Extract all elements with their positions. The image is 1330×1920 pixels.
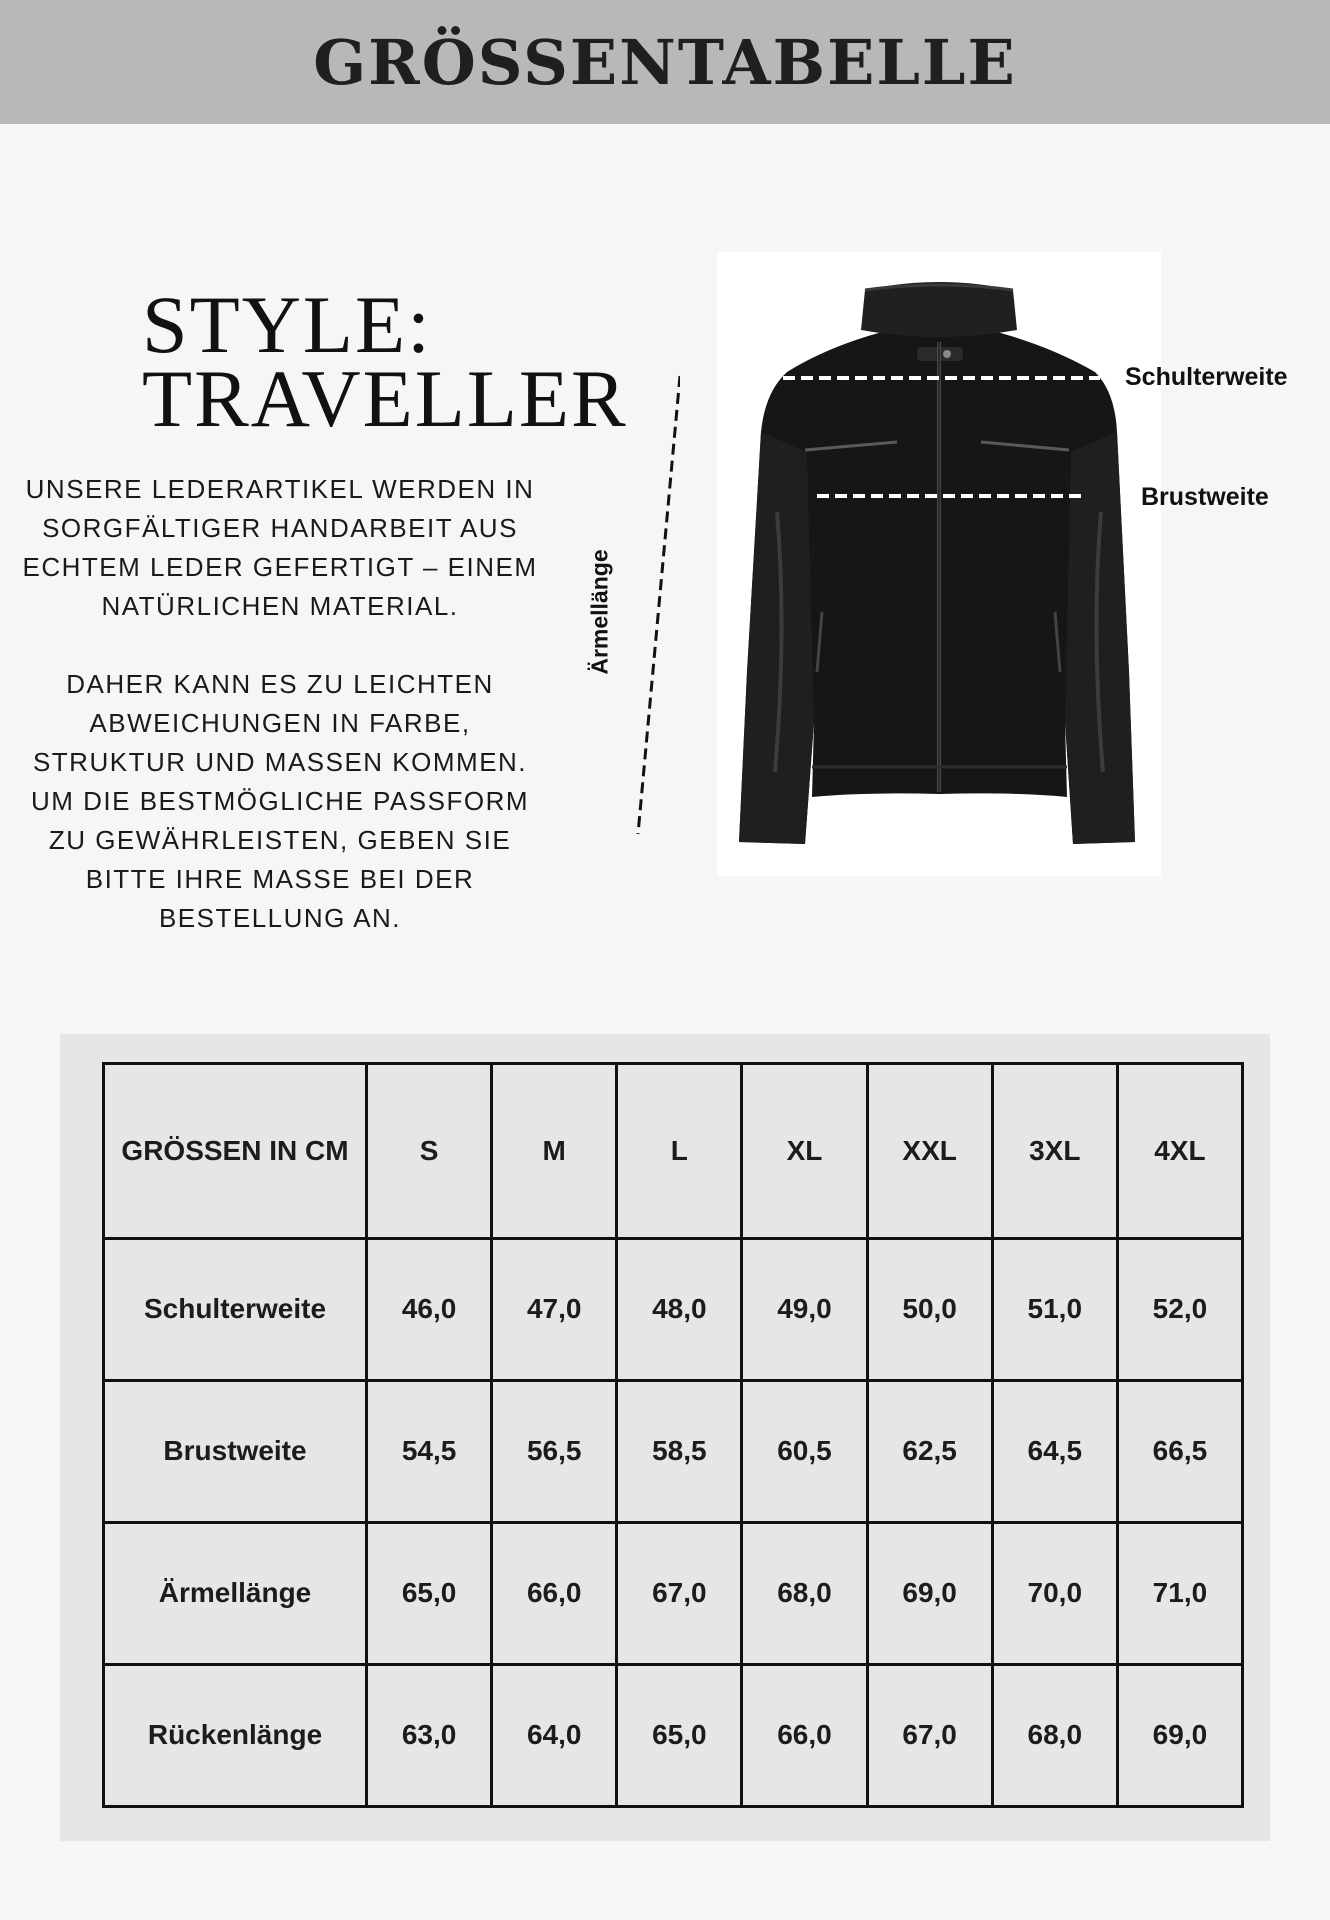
- size-header: XXL: [867, 1064, 992, 1239]
- jacket-illustration: [717, 252, 1161, 876]
- sleeve-length-label: Ärmellänge: [586, 549, 613, 675]
- size-header: S: [367, 1064, 492, 1239]
- table-cell: 48,0: [617, 1238, 742, 1380]
- table-cell: 47,0: [492, 1238, 617, 1380]
- jacket-photo: [717, 252, 1161, 876]
- table-cell: 65,0: [367, 1522, 492, 1664]
- table-row: [104, 1664, 1243, 1806]
- row-label: Brustweite: [104, 1380, 367, 1522]
- size-header: 3XL: [992, 1064, 1117, 1239]
- table-cell: 67,0: [867, 1664, 992, 1806]
- intro-paragraph-1: UNSERE LEDERARTIKEL WERDEN IN SORGFÄLTIGER HANDARBEIT AUS ECHTEM LEDER GEFERTIGT – EINEM NATÜRLICHEN MATERIAL.: [22, 474, 538, 621]
- table-cell: 46,0: [367, 1238, 492, 1380]
- table-row: [104, 1238, 1243, 1380]
- table-cell: 64,5: [992, 1380, 1117, 1522]
- style-heading-line2: TRAVELLER: [142, 353, 628, 444]
- table-cell: 65,0: [617, 1664, 742, 1806]
- style-heading: [142, 279, 628, 444]
- table-cell: 69,0: [1117, 1664, 1242, 1806]
- table-cell: 51,0: [992, 1238, 1117, 1380]
- shoulder-width-label: Schulterweite: [1125, 363, 1288, 391]
- page-title: GRÖSSENTABELLE: [313, 25, 1017, 99]
- row-label: Ärmellänge: [104, 1522, 367, 1664]
- row-label: Schulterweite: [104, 1238, 367, 1380]
- table-cell: 67,0: [617, 1522, 742, 1664]
- table-cell: 58,5: [617, 1380, 742, 1522]
- table-cell: 56,5: [492, 1380, 617, 1522]
- sleeve-length-dashed-line: [620, 370, 680, 840]
- row-label: Rückenlänge: [104, 1664, 367, 1806]
- table-cell: 66,5: [1117, 1380, 1242, 1522]
- table-corner-header: GRÖSSEN IN CM: [104, 1064, 367, 1239]
- table-cell: 60,5: [742, 1380, 867, 1522]
- table-cell: 66,0: [492, 1522, 617, 1664]
- table-cell: 62,5: [867, 1380, 992, 1522]
- header-bar: [0, 0, 1330, 124]
- chest-width-label: Brustweite: [1141, 483, 1269, 511]
- size-table: [102, 1062, 1244, 1808]
- intro-text: [20, 470, 540, 938]
- table-row: [104, 1380, 1243, 1522]
- size-header: 4XL: [1117, 1064, 1242, 1239]
- table-cell: 66,0: [742, 1664, 867, 1806]
- table-cell: 50,0: [867, 1238, 992, 1380]
- table-cell: 54,5: [367, 1380, 492, 1522]
- table-cell: 68,0: [992, 1664, 1117, 1806]
- table-cell: 68,0: [742, 1522, 867, 1664]
- table-cell: 64,0: [492, 1664, 617, 1806]
- table-row: [104, 1522, 1243, 1664]
- size-header: L: [617, 1064, 742, 1239]
- table-header-row: [104, 1064, 1243, 1239]
- table-cell: 70,0: [992, 1522, 1117, 1664]
- table-cell: 52,0: [1117, 1238, 1242, 1380]
- table-cell: 63,0: [367, 1664, 492, 1806]
- style-heading-line1: STYLE:: [142, 279, 432, 370]
- size-header: M: [492, 1064, 617, 1239]
- table-cell: 69,0: [867, 1522, 992, 1664]
- table-cell: 71,0: [1117, 1522, 1242, 1664]
- table-cell: 49,0: [742, 1238, 867, 1380]
- intro-paragraph-2: DAHER KANN ES ZU LEICHTEN ABWEICHUNGEN IN FARBE, STRUKTUR UND MASSEN KOMMEN. UM DIE BESTMÖGLICHE PASSFORM ZU GEWÄHRLEISTEN, GEBEN SIE BITTE IHRE MASSE BEI DER BESTELLUNG AN.: [30, 669, 529, 933]
- size-header: XL: [742, 1064, 867, 1239]
